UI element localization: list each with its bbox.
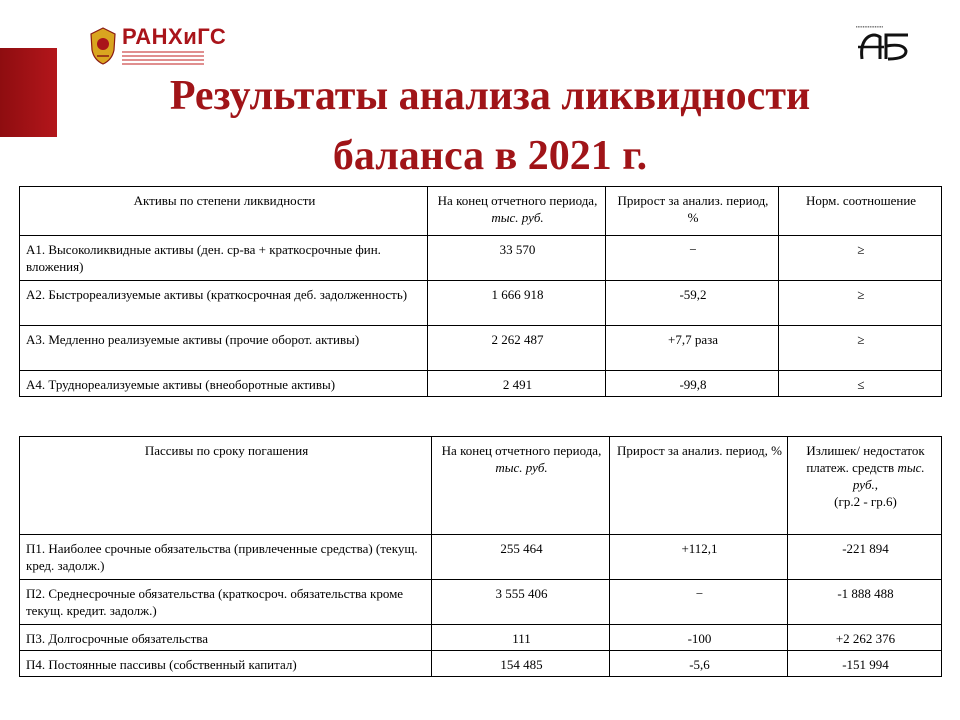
title-line-2: баланса в 2021 г. — [332, 133, 648, 179]
asset-value: 1 666 918 — [428, 281, 606, 326]
asset-name: А2. Быстрореализуемые активы (краткосрочная деб. задолженность) — [20, 281, 428, 326]
faculty-logo-caption: ▪▪▪▪▪▪▪▪▪▪▪▪▪▪▪▪ — [856, 24, 884, 29]
liability-diff: +2 262 376 — [788, 625, 942, 651]
liability-value: 255 464 — [432, 535, 610, 580]
asset-name: А1. Высоколиквидные активы (ден. ср-ва + краткосрочные фин. вложения) — [20, 236, 428, 281]
logo-text: РАНХиГС — [122, 24, 227, 49]
asset-growth: -59,2 — [606, 281, 779, 326]
logo-fineprint — [122, 51, 226, 65]
asset-value: 2 262 487 — [428, 326, 606, 371]
asset-norm: ≥ — [779, 326, 942, 371]
liability-name: П2. Среднесрочные обязательства (краткосроч. обязательства кроме текущ. кредит. задолж.) — [20, 580, 432, 625]
liab-col-value-header: На конец отчетного периода, тыс. руб. — [432, 437, 610, 535]
asset-growth: +7,7 раза — [606, 326, 779, 371]
assets-col-norm-header: Норм. соотношение — [779, 187, 942, 236]
liability-diff: -221 894 — [788, 535, 942, 580]
asset-norm: ≥ — [779, 236, 942, 281]
table-row — [20, 580, 942, 625]
liability-diff: -1 888 488 — [788, 580, 942, 625]
table-row — [20, 535, 942, 580]
asset-name: А3. Медленно реализуемые активы (прочие оборот. активы) — [20, 326, 428, 371]
liability-name: П4. Постоянные пассивы (собственный капитал) — [20, 651, 432, 677]
liability-value: 154 485 — [432, 651, 610, 677]
liability-value: 3 555 406 — [432, 580, 610, 625]
asset-name: А4. Труднореализуемые активы (внеоборотные активы) — [20, 371, 428, 397]
asset-norm: ≤ — [779, 371, 942, 397]
ranepa-logo — [88, 26, 226, 66]
title-line-1: Результаты анализа ликвидности — [169, 73, 811, 119]
liab-col-growth-header: Прирост за анализ. период, % — [610, 437, 788, 535]
table-row — [20, 281, 942, 326]
slide-title — [100, 66, 880, 186]
asset-norm: ≥ — [779, 281, 942, 326]
liability-growth: -5,6 — [610, 651, 788, 677]
asset-growth: -99,8 — [606, 371, 779, 397]
assets-table — [19, 186, 942, 397]
liabilities-header-row — [20, 437, 942, 535]
table-row — [20, 625, 942, 651]
faculty-emblem-icon — [856, 29, 914, 63]
liability-growth: -100 — [610, 625, 788, 651]
liability-growth: +112,1 — [610, 535, 788, 580]
table-row — [20, 326, 942, 371]
liability-name: П3. Долгосрочные обязательства — [20, 625, 432, 651]
assets-col-name-header: Активы по степени ликвидности — [20, 187, 428, 236]
faculty-logo — [856, 24, 914, 68]
red-accent-bar — [0, 48, 57, 137]
assets-col-growth-header: Прирост за анализ. период, % — [606, 187, 779, 236]
asset-growth: − — [606, 236, 779, 281]
liability-value: 111 — [432, 625, 610, 651]
table-row — [20, 651, 942, 677]
table-row — [20, 371, 942, 397]
liability-growth: − — [610, 580, 788, 625]
table-row — [20, 236, 942, 281]
asset-value: 33 570 — [428, 236, 606, 281]
liab-col-diff-header: Излишек/ недостаток платеж. средств тыс. руб., (гр.2 - гр.6) — [788, 437, 942, 535]
assets-col-value-header: На конец отчетного периода, тыс. руб. — [428, 187, 606, 236]
liability-name: П1. Наиболее срочные обязательства (привлеченные средства) (текущ. кред. задолж.) — [20, 535, 432, 580]
liability-diff: -151 994 — [788, 651, 942, 677]
assets-header-row — [20, 187, 942, 236]
liabilities-table — [19, 436, 942, 677]
liab-col-name-header: Пассивы по сроку погашения — [20, 437, 432, 535]
asset-value: 2 491 — [428, 371, 606, 397]
coat-of-arms-icon — [88, 26, 118, 66]
